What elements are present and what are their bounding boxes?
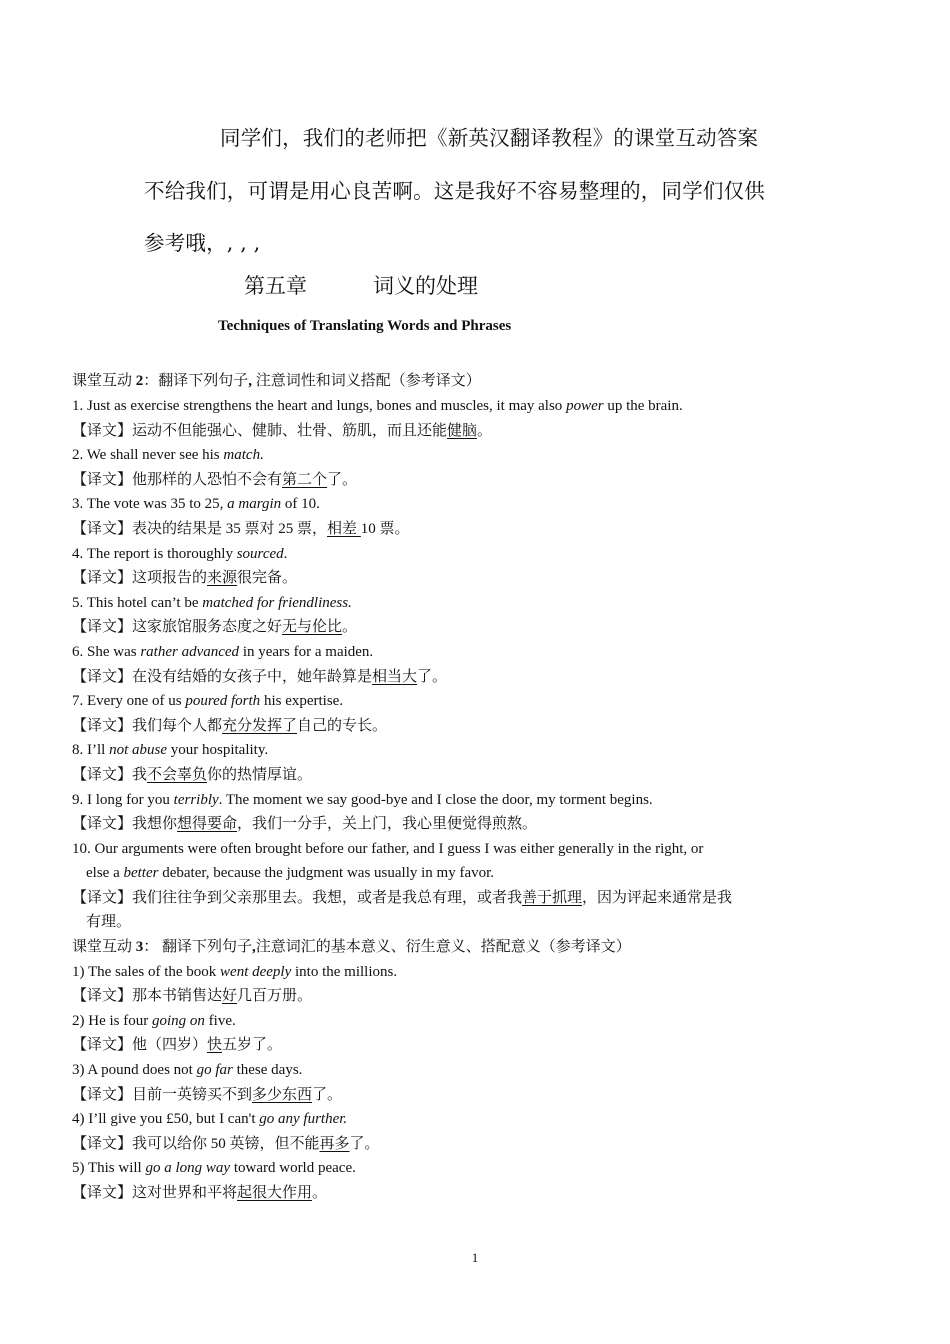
exercise3-item-1	[72, 960, 812, 1009]
section-heading-3: 课堂互动 3： 翻译下列句子,注意词汇的基本意义、衍生意义、搭配意义（参考译文）	[72, 939, 631, 956]
translation-line: 【译文】我们往往争到父亲那里去。我想，或者是我总有理，或者我善于抓理，因为评起来通常是我	[72, 889, 733, 906]
page-number: 1	[471, 1250, 479, 1265]
key-term: 来源	[207, 570, 238, 587]
key-term: 不会辜负	[147, 766, 208, 783]
source-sentence: 3) A pound does not go far these days.	[72, 1062, 303, 1079]
translation-line: 【译文】运动不但能强心、健肺、壮骨、筋肌，而且还能健脑。	[72, 422, 493, 439]
translation-line: 【译文】这项报告的来源很完备。	[72, 570, 298, 587]
translation-tag: 【译文】	[72, 619, 133, 636]
exercise-body	[72, 368, 812, 1206]
key-term: 快	[207, 1037, 223, 1054]
key-term: 第二个	[282, 471, 328, 488]
translation-tag: 【译文】	[72, 668, 133, 685]
key-term: 充分发挥了	[222, 717, 298, 734]
translation-line: 【译文】表决的结果是 35 票对 25 票，相差 10 票。	[72, 520, 410, 537]
translation-tag: 【译文】	[72, 988, 133, 1005]
translation-line: 【译文】这家旅馆服务态度之好无与伦比。	[72, 619, 358, 636]
chapter-title: 词义的处理	[373, 274, 478, 298]
translation-line-cont: 有理。	[86, 914, 132, 931]
source-sentence: 1) The sales of the book went deeply into the millions.	[72, 963, 398, 980]
translation-tag: 【译文】	[72, 816, 133, 833]
intro-line-3: 参考哦，, , ,	[144, 231, 261, 255]
translation-tag: 【译文】	[72, 766, 133, 783]
translation-tag: 【译文】	[72, 1135, 133, 1152]
translation-tag: 【译文】	[72, 889, 133, 906]
intro-paragraph	[144, 112, 824, 270]
key-term: 多少东西	[252, 1086, 313, 1103]
translation-line: 【译文】他那样的人恐怕不会有第二个了。	[72, 471, 358, 488]
exercise-item-1	[72, 394, 812, 443]
translation-line: 【译文】我不会辜负你的热情厚谊。	[72, 766, 313, 783]
key-term: 想得要命	[177, 816, 238, 833]
source-sentence: 5. This hotel can’t be matched for friendliness.	[72, 594, 352, 611]
source-sentence: 6. She was rather advanced in years for a maiden.	[72, 643, 374, 660]
exercise-item-8	[72, 738, 812, 787]
source-sentence: 9. I long for you terribly. The moment we say good-bye and I close the door, my torment begins.	[72, 791, 653, 808]
source-sentence: 4. The report is thoroughly sourced.	[72, 545, 288, 562]
translation-tag: 【译文】	[72, 471, 133, 488]
key-term: 再多	[319, 1135, 350, 1152]
translation-line: 【译文】我可以给你 50 英镑，但不能再多了。	[72, 1135, 380, 1152]
translation-line: 【译文】我想你想得要命，我们一分手，关上门，我心里便觉得煎熬。	[72, 816, 538, 833]
source-sentence: 2. We shall never see his match.	[72, 447, 264, 464]
intro-line-1: 同学们，我们的老师把《新英汉翻译教程》的课堂互动答案	[220, 126, 759, 150]
exercise-item-9	[72, 788, 812, 837]
intro-line-2: 不给我们，可谓是用心良苦啊。这是我好不容易整理的，同学们仅供	[144, 178, 765, 203]
key-term: 善于抓理	[522, 889, 583, 906]
translation-line: 【译文】目前一英镑买不到多少东西了。	[72, 1086, 343, 1103]
exercise3-item-3	[72, 1058, 812, 1107]
translation-tag: 【译文】	[72, 422, 133, 439]
key-term: 相当大	[372, 668, 418, 685]
exercise-item-7	[72, 689, 812, 738]
section-heading-2: 课堂互动 2：翻译下列句子, 注意词性和词义搭配（参考译文）	[72, 373, 481, 389]
source-sentence: 1. Just as exercise strengthens the heart and lungs, bones and muscles, it may also power up the brain.	[72, 398, 683, 414]
translation-tag: 【译文】	[72, 717, 133, 734]
exercise-item-5	[72, 591, 812, 640]
translation-tag: 【译文】	[72, 570, 133, 587]
translation-tag: 【译文】	[72, 520, 133, 537]
chapter-subtitle: Techniques of Translating Words and Phrases	[218, 318, 512, 334]
source-sentence: 10. Our arguments were often brought before our father, and I guess I was either generally in the right, or	[72, 840, 704, 857]
key-term: 健脑	[447, 422, 478, 439]
source-sentence: 5) This will go a long way toward world peace.	[72, 1160, 356, 1177]
source-sentence: 8. I’ll not abuse your hospitality.	[72, 742, 269, 759]
translation-tag: 【译文】	[72, 1037, 133, 1054]
key-term: 无与伦比	[282, 619, 343, 636]
source-sentence: 4) I’ll give you £50, but I can't go any further.	[72, 1111, 348, 1128]
exercise-item-6	[72, 640, 812, 689]
translation-line: 【译文】在没有结婚的女孩子中，她年龄算是相当大了。	[72, 668, 448, 685]
source-sentence: 2) He is four going on five.	[72, 1012, 236, 1029]
key-term: 起很大作用	[237, 1185, 313, 1201]
source-sentence: 7. Every one of us poured forth his expertise.	[72, 693, 344, 710]
exercise3-item-4	[72, 1107, 812, 1156]
exercise-item-10	[72, 837, 812, 935]
translation-tag: 【译文】	[72, 1185, 133, 1201]
key-term: 好	[222, 988, 238, 1005]
translation-line: 【译文】我们每个人都充分发挥了自己的专长。	[72, 717, 388, 734]
chapter-number: 第五章	[244, 274, 307, 298]
source-sentence-cont: else a better debater, because the judgment was usually in my favor.	[86, 865, 495, 882]
translation-line: 【译文】那本书销售达好几百万册。	[72, 988, 313, 1005]
exercise3-item-2	[72, 1009, 812, 1058]
exercise-item-3	[72, 492, 812, 541]
exercise-item-2	[72, 443, 812, 492]
chapter-heading	[244, 270, 478, 300]
source-sentence: 3. The vote was 35 to 25, a margin of 10.	[72, 496, 320, 513]
translation-tag: 【译文】	[72, 1086, 133, 1103]
exercise3-item-5	[72, 1156, 812, 1205]
translation-line: 【译文】他（四岁）快五岁了。	[72, 1037, 283, 1054]
translation-line: 【译文】这对世界和平将起很大作用。	[72, 1185, 328, 1201]
exercise-item-4	[72, 542, 812, 591]
key-term: 相差	[327, 520, 361, 537]
